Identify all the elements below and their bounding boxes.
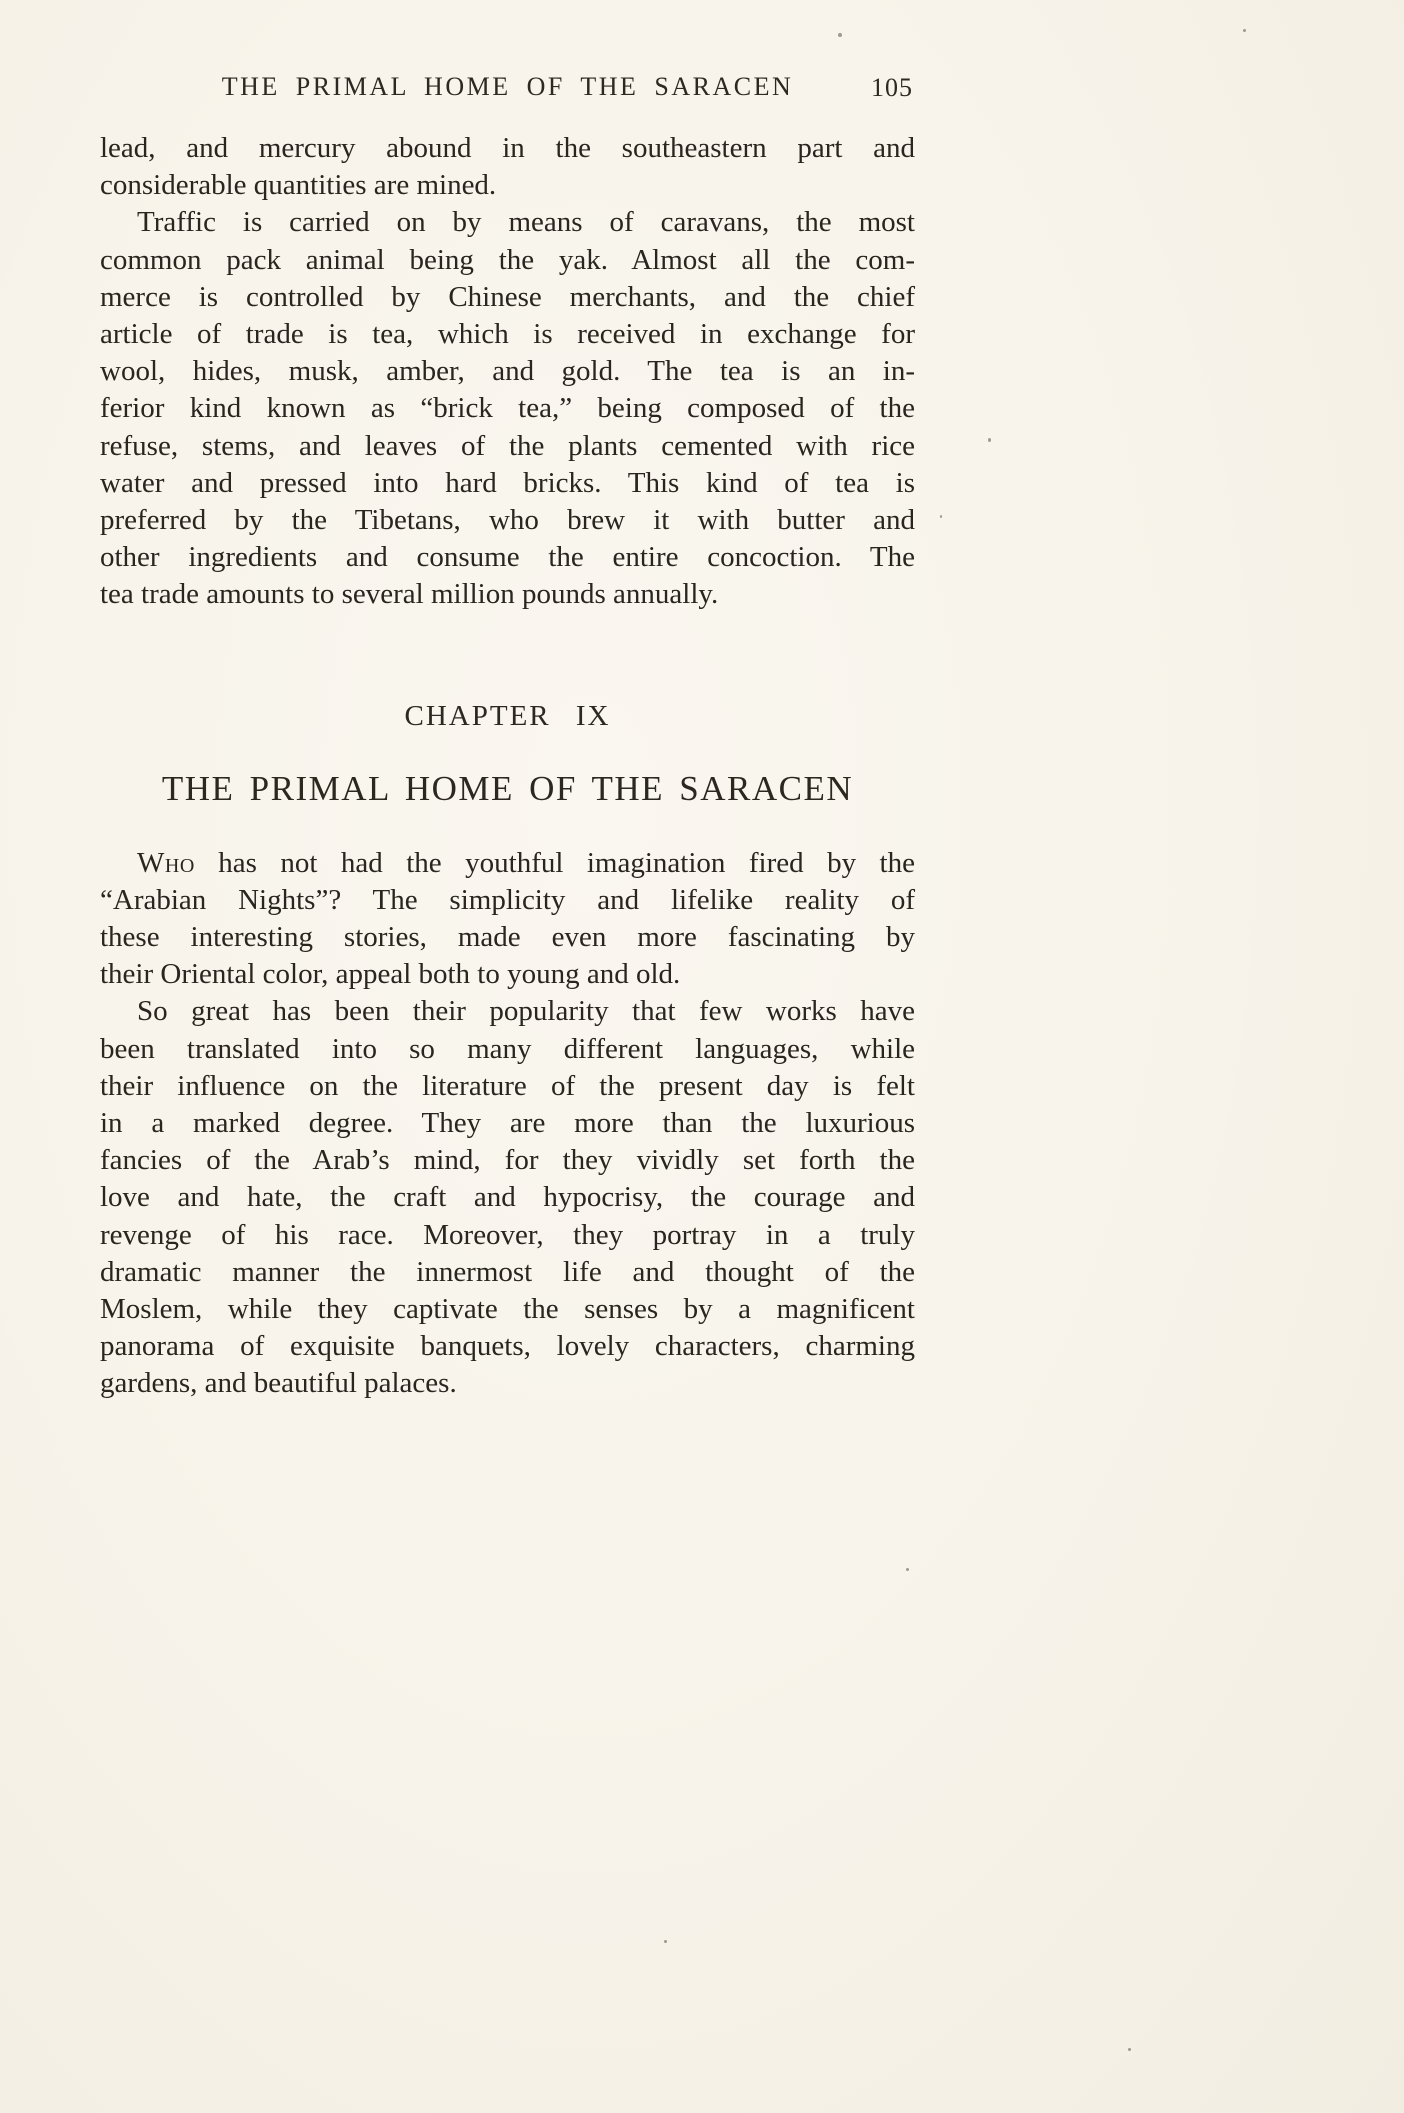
text-line: preferred by the Tibetans, who brew it with butter and <box>100 504 915 537</box>
text-line: love and hate, the craft and hypocrisy, the courage and <box>100 1181 915 1214</box>
running-header-title: THE PRIMAL HOME OF THE SARACEN <box>221 72 794 101</box>
text-line: tea trade amounts to several million pounds annually. <box>100 578 719 611</box>
text-line: considerable quantities are mined. <box>100 169 497 202</box>
text-line: dramatic manner the innermost life and thought of the <box>100 1255 915 1288</box>
text-line: other ingredients and consume the entire concoction. The <box>100 541 915 574</box>
scan-speck <box>1243 29 1246 32</box>
chapter-heading: CHAPTER IX <box>404 699 611 732</box>
text-block <box>100 130 915 1403</box>
text-line: water and pressed into hard bricks. This kind of tea is <box>100 466 915 499</box>
scan-speck <box>988 438 991 442</box>
scan-speck <box>906 1568 909 1571</box>
running-header <box>100 72 915 106</box>
text-line: revenge of his race. Moreover, they portray in a truly <box>100 1218 915 1251</box>
text-line: panorama of exquisite banquets, lovely characters, charming <box>100 1330 915 1363</box>
text-line: article of trade is tea, which is received in exchange for <box>100 318 915 351</box>
text-line: So great has been their popularity that few works have <box>137 995 915 1028</box>
paragraph <box>100 993 915 1402</box>
text-line: “Arabian Nights”? The simplicity and lifelike reality of <box>100 883 915 916</box>
chapter-title: THE PRIMAL HOME OF THE SARACEN <box>161 768 854 808</box>
text-line: ferior kind known as “brick tea,” being composed of the <box>100 392 915 425</box>
text-line: gardens, and beautiful palaces. <box>100 1367 457 1400</box>
text-line: these interesting stories, made even more fascinating by <box>100 921 915 954</box>
paragraph <box>100 845 915 994</box>
text-line: Who has not had the youthful imagination fired by the <box>137 846 915 879</box>
text-line: Traffic is carried on by means of caravans, the most <box>137 206 915 239</box>
smallcaps-lead-word: Who <box>137 846 195 879</box>
text-line: fancies of the Arab’s mind, for they vividly set forth the <box>100 1144 915 1177</box>
scan-speck <box>1128 2048 1131 2051</box>
scan-speck <box>838 33 842 37</box>
text-line: common pack animal being the yak. Almost all the com- <box>100 243 915 276</box>
paragraph <box>100 204 915 613</box>
text-line: their influence on the literature of the present day is felt <box>100 1069 915 1102</box>
text-line: refuse, stems, and leaves of the plants cemented with rice <box>100 429 915 462</box>
text-line: their Oriental color, appeal both to young and old. <box>100 958 681 991</box>
text-line: wool, hides, musk, amber, and gold. The tea is an in- <box>100 355 915 388</box>
text-line: merce is controlled by Chinese merchants, and the chief <box>100 280 915 313</box>
paragraph <box>100 130 915 204</box>
scan-speck <box>664 1940 667 1943</box>
text-line: in a marked degree. They are more than the luxurious <box>100 1107 915 1140</box>
text-line: been translated into so many different languages, while <box>100 1032 915 1065</box>
page-number: 105 <box>871 73 913 102</box>
scan-speck <box>940 515 942 518</box>
text-line: lead, and mercury abound in the southeastern part and <box>100 132 915 164</box>
text-line: Moslem, while they captivate the senses by a magnificent <box>100 1293 915 1326</box>
text-column <box>100 72 915 1403</box>
